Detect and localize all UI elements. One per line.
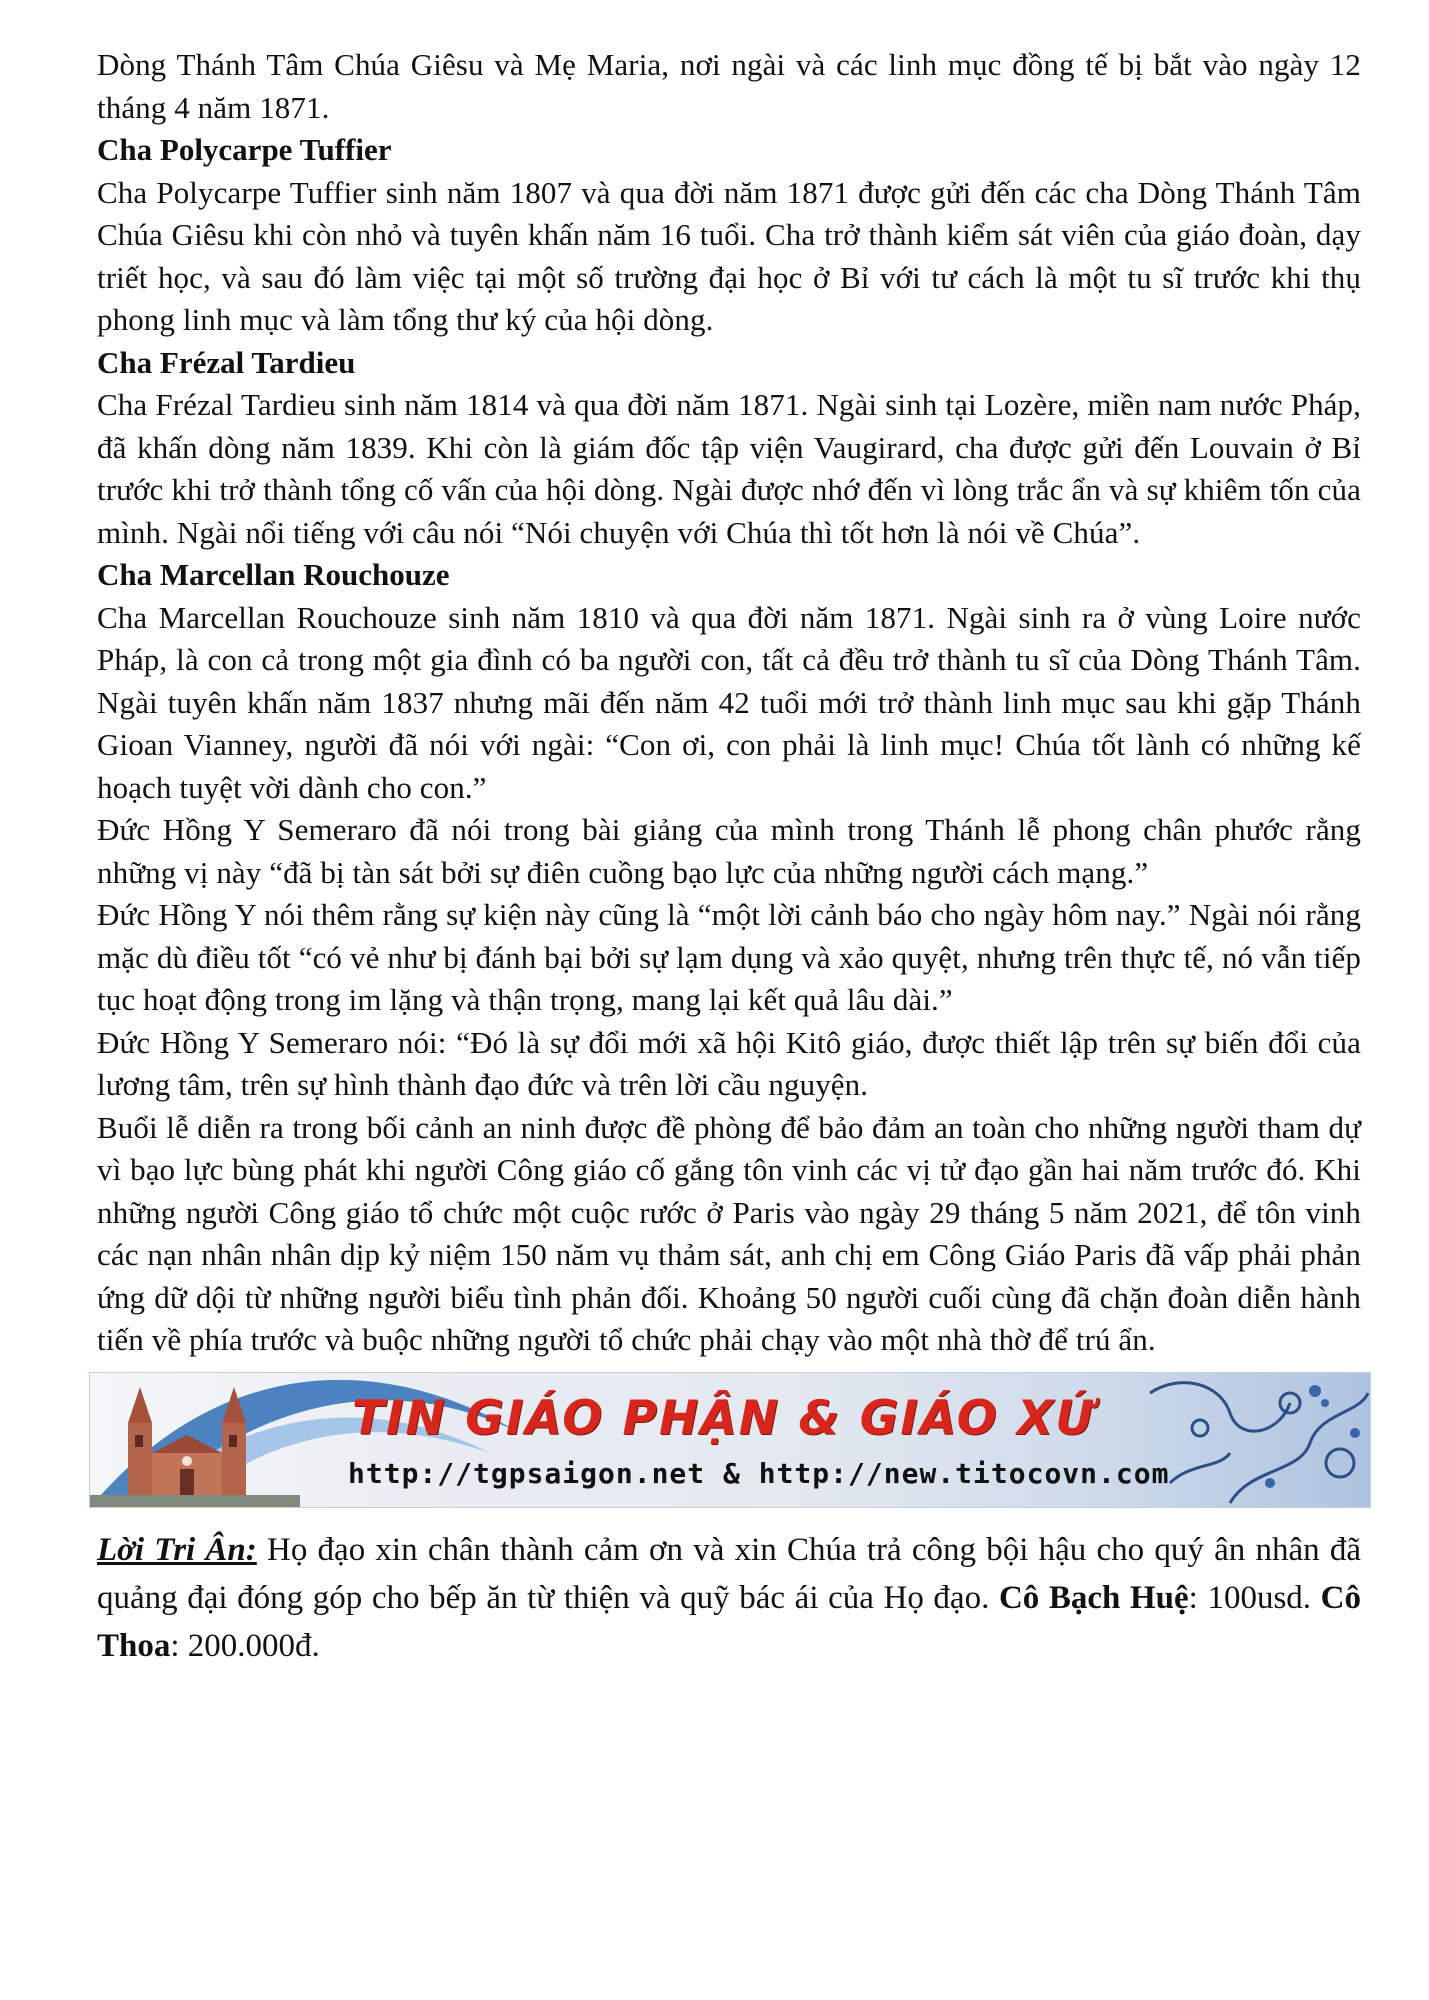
cathedral-image (90, 1373, 300, 1507)
section-heading-rouchouze: Cha Marcellan Rouchouze (97, 557, 450, 592)
news-banner (89, 1372, 1371, 1508)
closing-paragraph-2: Đức Hồng Y nói thêm rằng sự kiện này cũng là “một lời cảnh báo cho ngày hôm nay.” Ngài nói rằng mặc dù điều tốt “có vẻ như bị đánh bại bởi sự lạm dụng và xảo quyệt, nhưng trên thực tế, nó vẫn tiếp tục hoạt động trong im lặng và thận trọng, mang lại kết quả lâu dài.” (97, 897, 1361, 1017)
thanks-lead: Lời Tri Ân: (97, 1531, 257, 1568)
closing-paragraph-4: Buổi lễ diễn ra trong bối cảnh an ninh được đề phòng để bảo đảm an toàn cho những người tham dự vì bạo lực bùng phát khi người Công giáo cố gắng tôn vinh các vị tử đạo gần hai năm trước đó. Khi những người Công giáo tổ chức một cuộc rước ở Paris vào ngày 29 tháng 5 năm 2021, để tôn vinh các nạn nhân nhân dịp kỷ niệm 150 năm vụ thảm sát, anh chị em Công Giáo Paris đã vấp phải phản ứng dữ dội từ những người biểu tình phản đối. Khoảng 50 người cuối cùng đã chặn đoàn diễn hành tiến về phía trước và buộc những người tổ chức phải chạy vào một nhà thờ để trú ẩn. (97, 1109, 1361, 1357)
thanks-text: Họ đạo xin chân thành cảm ơn và xin Chúa trả công bội hậu cho quý ân nhân đã quảng đại đóng góp cho bếp ăn từ thiện và quỹ bác ái của Họ đạo. (97, 1531, 1361, 1616)
section-heading-tardieu: Cha Frézal Tardieu (97, 344, 356, 380)
closing-paragraph-1: Đức Hồng Y Semeraro đã nói trong bài giảng của mình trong Thánh lễ phong chân phước rằng những vị này “đã bị tàn sát bởi sự điên cuồng bạo lực của những người cách mạng.” (97, 812, 1361, 890)
donor-1-amount: : 100usd. (1188, 1579, 1321, 1616)
section-heading-tuffier: Cha Polycarpe Tuffier (97, 132, 392, 167)
section-text-tardieu: Cha Frézal Tardieu sinh năm 1814 và qua đời năm 1871. Ngài sinh tại Lozère, miền nam nước Pháp, đã khấn dòng năm 1839. Khi còn là giám đốc tập viện Vaugirard, cha được gửi đến Louvain ở Bỉ trước khi trở thành tổng cố vấn của hội dòng. Ngài được nhớ đến vì lòng trắc ẩn và sự khiêm tốn của mình. Ngài nổi tiếng với câu nói “Nói chuyện với Chúa thì tốt hơn là nói về Chúa”. (97, 387, 1361, 550)
section-text-rouchouze: Cha Marcellan Rouchouze sinh năm 1810 và qua đời năm 1871. Ngài sinh ra ở vùng Loire nước Pháp, là con cả trong một gia đình có ba người con, tất cả đều trở thành tu sĩ của Dòng Thánh Tâm. Ngài tuyên khấn năm 1837 nhưng mãi đến năm 42 tuổi mới trở thành linh mục sau khi gặp Thánh Gioan Vianney, người đã nói với ngài: “Con ơi, con phải là linh mục! Chúa tốt lành có những kế hoạch tuyệt vời dành cho con.” (97, 599, 1361, 805)
document-page (97, 44, 1361, 1703)
banner-urls: http://tgpsaigon.net & http://new.titocovn.com (348, 1456, 1170, 1490)
banner-title: TIN GIÁO PHẬN & GIÁO XỨ (352, 1390, 1096, 1446)
section-text-tuffier: Cha Polycarpe Tuffier sinh năm 1807 và qua đời năm 1871 được gửi đến các cha Dòng Thánh Tâm Chúa Giêsu khi còn nhỏ và tuyên khấn năm 16 tuổi. Cha trở thành kiểm sát viên của giáo đoàn, dạy triết học, và sau đó làm việc tại một số trường đại học ở Bỉ với tư cách là một tu sĩ trước khi thụ phong linh mục và làm tổng thư ký của hội dòng. (97, 174, 1361, 337)
intro-paragraph: Dòng Thánh Tâm Chúa Giêsu và Mẹ Maria, nơi ngài và các linh mục đồng tế bị bắt vào ngày 12 tháng 4 năm 1871. (97, 47, 1361, 125)
donor-1-name: Cô Bạch Huệ (998, 1579, 1189, 1616)
donor-2-amount: : 200.000đ. (170, 1627, 320, 1664)
closing-paragraph-3: Đức Hồng Y Semeraro nói: “Đó là sự đổi mới xã hội Kitô giáo, được thiết lập trên sự biến đổi của lương tâm, trên sự hình thành đạo đức và trên lời cầu nguyện. (97, 1024, 1361, 1102)
thanks-paragraph (97, 1526, 1361, 1670)
donor-2-name: Cô Thoa (97, 1579, 1361, 1664)
